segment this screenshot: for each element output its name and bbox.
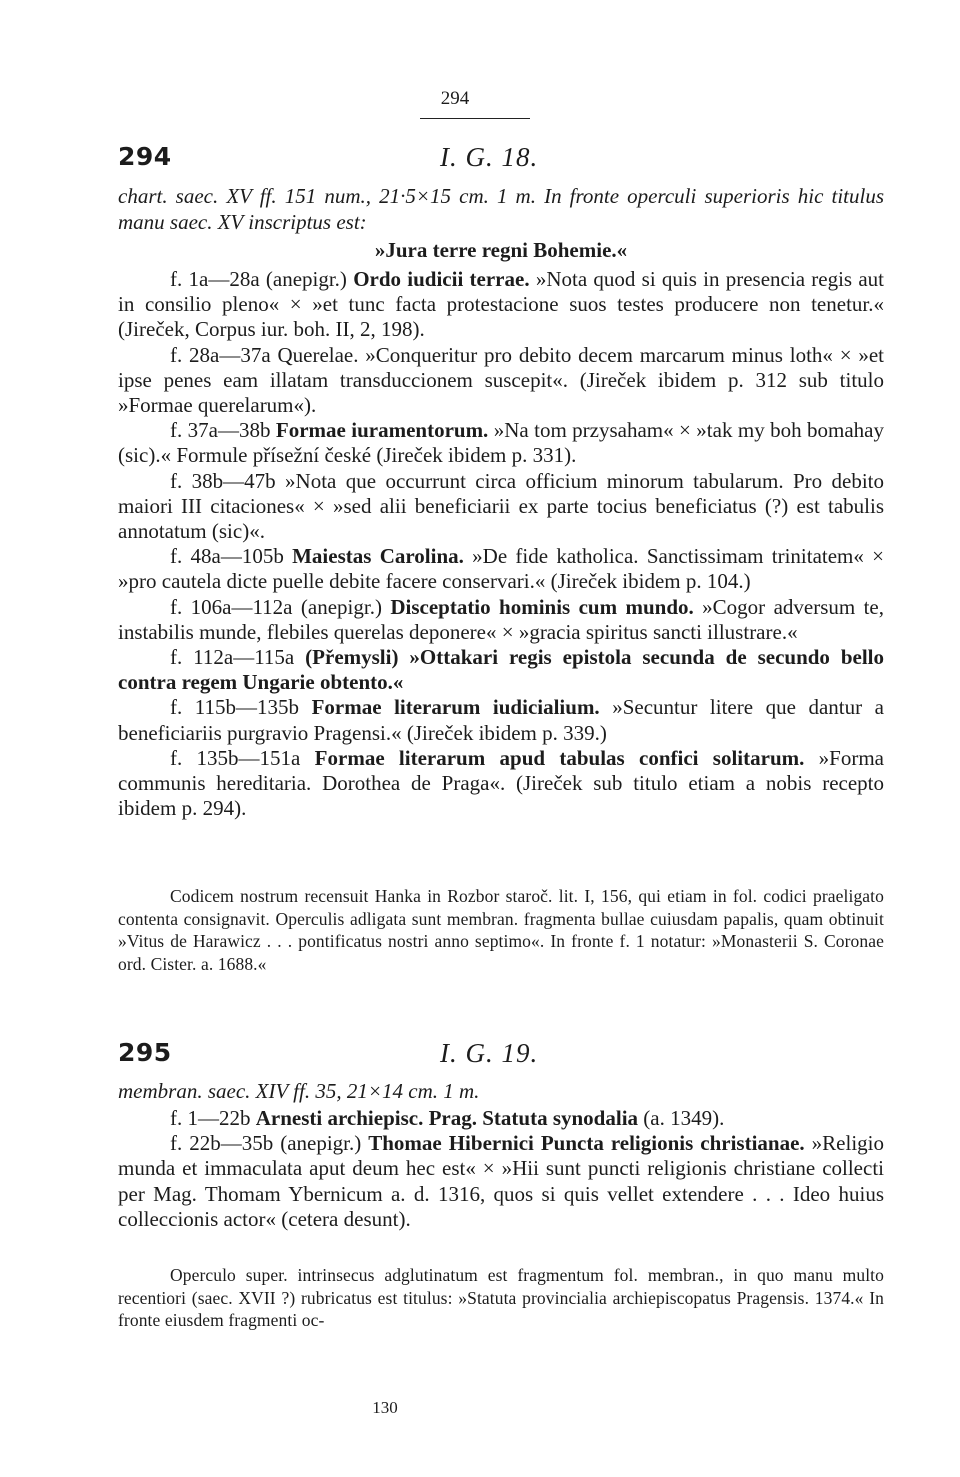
contents-item: f. 37a—38b Formae iuramentorum. »Na tom przysaham« × »tak my boh bomahay (sic).« Formule přísežní české (Jireček ibidem p. 331). bbox=[118, 418, 884, 468]
entry-294-heading bbox=[118, 140, 884, 174]
entry-number: 294 bbox=[118, 142, 172, 171]
entry-signature: I. G. 18. bbox=[440, 142, 539, 172]
contents-item: f. 48a—105b Maiestas Carolina. »De fide katholica. Sanctissimam trinitatem« × »pro cautela dicte puelle debite facere conservari.« (Jireček ibidem p. 104.) bbox=[118, 544, 884, 594]
contents-item: f. 28a—37a Querelae. »Conqueritur pro debito decem marcarum minus loth« × »et ipse penes eam illatam transduccionem suscepit«. (Jireček ibidem p. 312 sub titulo »Formae querelarum«). bbox=[118, 342, 884, 418]
contents-item: f. 112a—115a (Přemysli) »Ottakari regis epistola secunda de secundo bello contra regem Ungarie obtento.« bbox=[118, 645, 885, 695]
entry-signature: I. G. 19. bbox=[440, 1038, 539, 1068]
entry-295-contents bbox=[118, 1106, 884, 1232]
contents-item: f. 22b—35b (anepigr.) Thomae Hibernici Puncta religionis christianae. »Religio munda et immaculata aput deum hec est« × »Hii sunt puncti religionis christiane collecti per Mag. Thomam Ybernicum a. d. 1316, quos si quis vellet extendere . . . Ideo huius colleccionis actor« (cetera desunt). bbox=[118, 1131, 884, 1231]
folio-number: 130 bbox=[372, 1398, 398, 1417]
entry-note: Operculo super. intrinsecus adglutinatum est fragmentum fol. membran., in quo manu multo recentiori (saec. XVII ?) rubricatus est titulus: »Statuta provincialia archiepiscopatus Pragensis. 1374.« In fronte eiusdem fragmenti oc- bbox=[118, 1265, 884, 1331]
entry-295-description-block bbox=[118, 1078, 884, 1104]
entry-title-line: »Jura terre regni Bohemie.« bbox=[374, 238, 628, 262]
entry-description: chart. saec. XV ff. 151 num., 21·5×15 cm. 1 m. In fronte operculi superioris hic titulus manu saec. XV inscriptus est: bbox=[118, 184, 884, 234]
entry-295-note-block bbox=[118, 1264, 884, 1332]
entry-number: 295 bbox=[118, 1038, 172, 1067]
contents-item: f. 135b—151a Formae literarum apud tabulas confici solitarum. »Forma communis hereditaria. Dorothea de Praga«. (Jireček sub titulo etiam a nobis recepto ibidem p. 294). bbox=[118, 745, 884, 821]
entry-295-heading bbox=[118, 1036, 884, 1070]
entry-294-contents bbox=[118, 267, 884, 821]
contents-item: f. 1a—28a (anepigr.) Ordo iudicii terrae. »Nota quod si quis in presencia regis aut in consilio pleno« × »et tunc facta protestacione suos testes producere non tenetur.« (Jireček, Corpus iur. boh. II, 2, 198). bbox=[118, 267, 884, 342]
running-head-page-number: 294 bbox=[440, 88, 470, 109]
entry-294-note-block bbox=[118, 885, 884, 975]
contents-item: f. 38b—47b »Nota que occurrunt circa officium minorum tabularum. Pro debito maiori III citaciones« × »sed alii beneficiarii ex parte tocius beneficiatus (?) est tabulis annotatum (sic)«. bbox=[118, 468, 885, 544]
entry-description: membran. saec. XIV ff. 35, 21×14 cm. 1 m. bbox=[118, 1079, 480, 1103]
entry-note: Codicem nostrum recensuit Hanka in Rozbor staroč. lit. I, 156, qui etiam in fol. codici praeligato contenta consignavit. Operculis adligata sunt membran. fragmenta bullae cuiusdam papalis, quam obtinuit »Vitus de Harawicz . . . pontificatus nostri anno septimo«. In fronte f. 1 notatur: »Monasterii S. Coronae ord. Cister. a. 1688.« bbox=[118, 886, 884, 974]
contents-item: f. 115b—135b Formae literarum iudicialium. »Secuntur litere que dantur a beneficiariis purgravio Pragensi.« (Jireček ibidem p. 339.) bbox=[118, 695, 884, 745]
entry-294-description-block bbox=[118, 183, 884, 235]
contents-item: f. 1—22b Arnesti archiepisc. Prag. Statuta synodalia (a. 1349). bbox=[170, 1106, 725, 1130]
contents-item: f. 106a—112a (anepigr.) Disceptatio hominis cum mundo. »Cogor adversum te, instabilis munde, flebiles querelas deponere« × »gracia spiritus sancti illustrare.« bbox=[118, 594, 884, 644]
head-rule bbox=[420, 118, 530, 119]
